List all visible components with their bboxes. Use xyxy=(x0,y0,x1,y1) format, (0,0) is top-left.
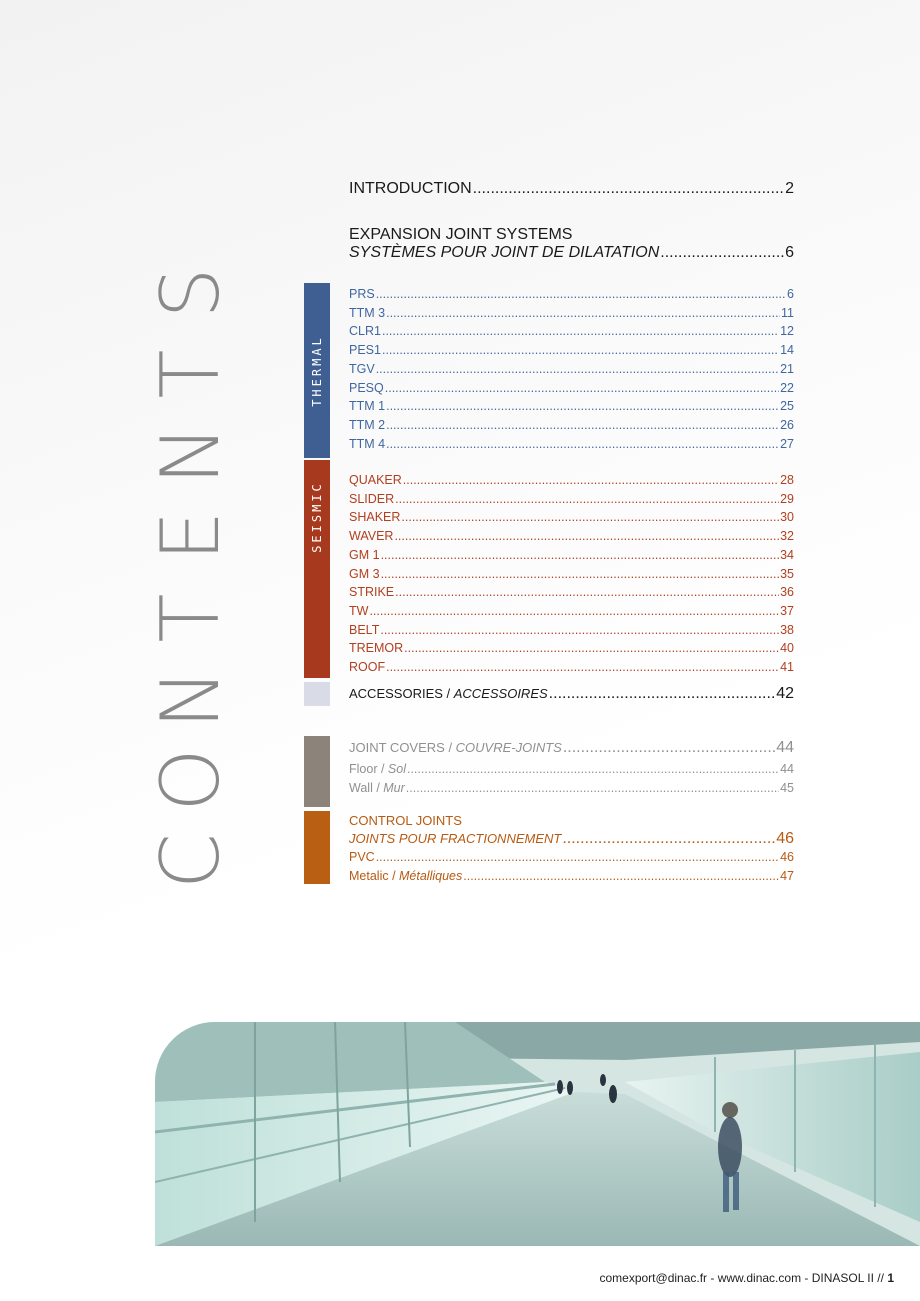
toc-row-tw[interactable]: TW ..... 37 xyxy=(349,602,794,621)
toc-introduction xyxy=(349,180,794,198)
toc-row[interactable]: JOINT COVERS / COUVRE-JOINTS ..... 44 xyxy=(349,739,794,757)
toc-page-number: 2 xyxy=(785,180,794,197)
thermal-category-bar xyxy=(304,283,330,458)
thermal-label: THERMAL xyxy=(310,334,325,407)
toc-entry-label: INTRODUCTION xyxy=(349,180,472,197)
title-letter: C xyxy=(144,833,237,889)
toc-row-ttm1[interactable]: TTM 1 ..... 25 xyxy=(349,397,794,416)
title-letter: T xyxy=(144,593,237,642)
title-letter: O xyxy=(144,748,237,812)
accessories-label: ACCESSORIES / xyxy=(349,686,454,701)
page-footer xyxy=(599,1271,894,1285)
toc-control-joints xyxy=(349,812,794,885)
toc-row-belt[interactable]: BELT ..... 38 xyxy=(349,621,794,640)
toc-page-number: 6 xyxy=(785,244,794,261)
accessories-category-bar xyxy=(304,682,330,706)
footer-page-number: 1 xyxy=(887,1271,894,1285)
toc-row-floor[interactable]: Floor / Sol ..... 44 xyxy=(349,760,794,779)
seismic-list xyxy=(349,471,794,677)
seismic-label: SEISMIC xyxy=(310,481,325,553)
toc-row-roof[interactable]: ROOF ..... 41 xyxy=(349,658,794,677)
joint-covers-category-bar xyxy=(304,736,330,807)
toc-row-slider[interactable]: SLIDER ..... 29 xyxy=(349,490,794,509)
toc-accessories xyxy=(349,685,794,703)
title-letter: T xyxy=(144,349,237,399)
toc-row-shaker[interactable]: SHAKER ..... 30 xyxy=(349,508,794,527)
toc-row-pesq[interactable]: PESQ ..... 22 xyxy=(349,379,794,398)
toc-row-gm3[interactable]: GM 3 ..... 35 xyxy=(349,565,794,584)
title-letter: E xyxy=(144,511,237,562)
toc-row-ttm4[interactable]: TTM 4 ..... 27 xyxy=(349,435,794,454)
toc-row-wall[interactable]: Wall / Mur ..... 45 xyxy=(349,779,794,798)
title-letter: S xyxy=(144,267,237,319)
seismic-category-bar xyxy=(304,460,330,678)
toc-row-ttm2[interactable]: TTM 2 ..... 26 xyxy=(349,416,794,435)
thermal-list xyxy=(349,285,794,453)
contents-vertical-title xyxy=(144,262,237,892)
toc-row[interactable]: JOINTS POUR FRACTIONNEMENT ..... 46 xyxy=(349,830,794,848)
toc-row-prs[interactable]: PRS ..... 6 xyxy=(349,285,794,304)
toc-row-pvc[interactable]: PVC ..... 46 xyxy=(349,848,794,867)
toc-row[interactable] xyxy=(349,244,794,262)
accessories-label-fr: ACCESSOIRES xyxy=(453,686,548,701)
corridor-photo xyxy=(155,1022,920,1246)
toc-row-tremor[interactable]: TREMOR ..... 40 xyxy=(349,639,794,658)
toc-row[interactable] xyxy=(349,180,794,198)
control-joints-category-bar xyxy=(304,811,330,884)
toc-row-tgv[interactable]: TGV ..... 21 xyxy=(349,360,794,379)
section-title: CONTROL JOINTS xyxy=(349,813,462,828)
footer-contact: comexport@dinac.fr - www.dinac.com - DINASOL II // xyxy=(599,1271,888,1285)
toc-row-strike[interactable]: STRIKE ..... 36 xyxy=(349,583,794,602)
toc-joint-covers xyxy=(349,739,794,797)
toc-expansion-section xyxy=(349,226,794,262)
title-letter: N xyxy=(144,425,237,486)
toc-page-number: 42 xyxy=(776,685,794,702)
toc-row-clr1[interactable]: CLR1 ..... 12 xyxy=(349,322,794,341)
toc-row[interactable] xyxy=(349,685,794,703)
toc-row-waver[interactable]: WAVER ..... 32 xyxy=(349,527,794,546)
section-subtitle: SYSTÈMES POUR JOINT DE DILATATION xyxy=(349,244,660,261)
toc-row-quaker[interactable]: QUAKER ..... 28 xyxy=(349,471,794,490)
section-title: EXPANSION JOINT SYSTEMS xyxy=(349,226,573,243)
toc-row-metalic[interactable]: Metalic / Métalliques ..... 47 xyxy=(349,867,794,886)
toc-row-pes1[interactable]: PES1 ..... 14 xyxy=(349,341,794,360)
title-letter: N xyxy=(144,668,237,729)
toc-row-ttm3[interactable]: TTM 3 ..... 11 xyxy=(349,304,794,323)
toc-row-gm1[interactable]: GM 1 ..... 34 xyxy=(349,546,794,565)
